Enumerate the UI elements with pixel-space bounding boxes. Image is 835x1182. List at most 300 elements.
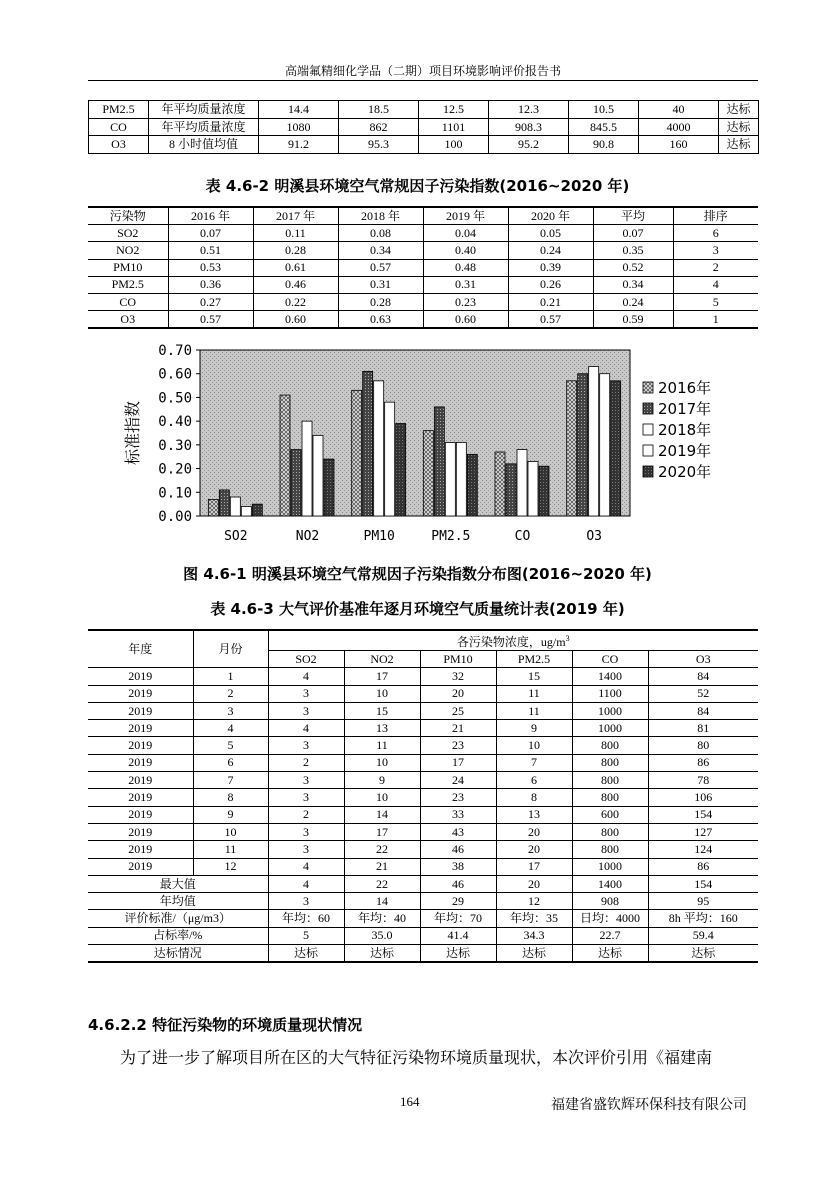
table-cell: NO2 [88, 242, 168, 259]
table-cell: 1400 [572, 668, 648, 685]
bar [506, 464, 516, 516]
table-cell: 95.2 [489, 136, 569, 154]
table-cell: 90.8 [569, 136, 639, 154]
row-label: 评价标准/（μg/m3） [88, 910, 268, 927]
bar [291, 450, 301, 516]
table-cell: 0.24 [508, 242, 593, 259]
table3-body [88, 668, 758, 963]
table-cell: 14 [344, 806, 420, 823]
table-cell: 10 [496, 737, 572, 754]
table-cell: 25 [420, 702, 496, 719]
bar [241, 507, 251, 516]
table-cell: 0.61 [253, 259, 338, 276]
page-number: 164 [400, 1094, 420, 1109]
table-cell: 20 [420, 685, 496, 702]
table-cell: 9 [193, 806, 268, 823]
bar [539, 466, 549, 516]
table-cell: 46 [420, 875, 496, 892]
table-cell: 0.46 [253, 276, 338, 293]
column-header: 2019 年 [423, 207, 508, 225]
bar [495, 452, 505, 516]
column-header: 污染物 [88, 207, 168, 225]
x-tick-label: O3 [586, 529, 602, 544]
table2-caption: 表 4.6-2 明溪县环境空气常规因子污染指数(2016~2020 年) [205, 177, 630, 195]
legend-label: 2018年 [658, 421, 712, 439]
table-cell: 12.3 [489, 101, 569, 119]
running-header: 高端氟精细化学品（二期）项目环境影响评价报告书 [284, 64, 561, 78]
summary-row [88, 910, 758, 927]
table-cell: 46 [420, 841, 496, 858]
table-cell: 3 [268, 772, 344, 789]
table-cell: 13 [496, 806, 572, 823]
bar [385, 402, 395, 516]
table-cell: 达标 [648, 945, 758, 963]
table-cell: 2019 [88, 772, 193, 789]
table-cell: 862 [339, 118, 419, 136]
table-cell: 20 [496, 823, 572, 840]
y-tick-label: 0.10 [158, 485, 192, 502]
column-header: 2017 年 [253, 207, 338, 225]
pollution-index-chart [110, 340, 730, 555]
bar [324, 459, 334, 516]
chart-svg [110, 340, 730, 555]
table2-header-row [88, 207, 758, 225]
table-cell: 600 [572, 806, 648, 823]
table-cell: 0.52 [593, 259, 673, 276]
table-cell: 达标 [496, 945, 572, 963]
table-cell: 154 [648, 806, 758, 823]
table-cell: CO [88, 293, 168, 310]
table-cell: 3 [268, 702, 344, 719]
body-paragraph: 为了进一步了解项目所在区的大气特征污染物环境质量现状，本次评价引用《福建南 [120, 1048, 713, 1067]
table-cell: 908.3 [489, 118, 569, 136]
table-cell: 2 [268, 754, 344, 771]
bar [589, 367, 599, 516]
table-cell: 1080 [259, 118, 339, 136]
table-cell: 1000 [572, 858, 648, 875]
y-tick-label: 0.70 [158, 343, 192, 359]
legend-swatch [643, 466, 653, 477]
table-cell: 0.07 [593, 225, 673, 242]
column-header: CO [572, 651, 648, 668]
bar [600, 374, 610, 516]
table-cell: 3 [268, 841, 344, 858]
table-cell: 3 [193, 702, 268, 719]
table-cell: 34.3 [496, 927, 572, 944]
bar [396, 424, 406, 516]
table-cell: 23 [420, 789, 496, 806]
table-cell: 8 小时值均值 [149, 136, 259, 154]
table-cell: 3 [268, 685, 344, 702]
bar [313, 435, 323, 516]
table-cell: 2019 [88, 789, 193, 806]
table-cell: 9 [496, 720, 572, 737]
bar [611, 381, 621, 516]
table-cell: 17 [344, 823, 420, 840]
y-tick-label: 0.20 [158, 461, 192, 478]
table-cell: CO [89, 118, 149, 136]
table-cell: 7 [496, 754, 572, 771]
table-cell: 0.07 [168, 225, 253, 242]
table-row [88, 737, 758, 754]
table-cell: 2019 [88, 754, 193, 771]
table-cell: 3 [268, 737, 344, 754]
table-cell: 0.40 [423, 242, 508, 259]
table-cell: 9 [344, 772, 420, 789]
table-cell: 0.53 [168, 259, 253, 276]
table-cell: 10 [344, 685, 420, 702]
table-cell: 33 [420, 806, 496, 823]
summary-row [88, 945, 758, 963]
table-cell: 106 [648, 789, 758, 806]
table-cell: 达标 [719, 101, 759, 119]
table-cell: 4 [268, 720, 344, 737]
table-cell: 2019 [88, 823, 193, 840]
table-row [88, 772, 758, 789]
table-cell: 2019 [88, 806, 193, 823]
y-tick-label: 0.00 [158, 509, 192, 525]
y-tick-label: 0.50 [158, 390, 192, 407]
legend-swatch [643, 445, 653, 456]
column-header: 2018 年 [338, 207, 423, 225]
table-standard-compliance [88, 100, 759, 154]
bar [578, 374, 588, 516]
table-cell: 1 [193, 668, 268, 685]
table-cell: 10 [344, 789, 420, 806]
table-cell: 35.0 [344, 927, 420, 944]
table-cell: 4 [268, 875, 344, 892]
table-cell: 78 [648, 772, 758, 789]
table-cell: 15 [496, 668, 572, 685]
table-cell: 2019 [88, 685, 193, 702]
table-row [89, 136, 759, 154]
table-cell: 0.26 [508, 276, 593, 293]
table-cell: 43 [420, 823, 496, 840]
table-cell: 2019 [88, 737, 193, 754]
table-cell: 0.34 [593, 276, 673, 293]
table-cell: 17 [420, 754, 496, 771]
legend-swatch [643, 382, 653, 393]
table-cell: 0.59 [593, 311, 673, 329]
summary-row [88, 893, 758, 910]
table-cell: 84 [648, 668, 758, 685]
bar [363, 371, 373, 516]
table-cell: 14.4 [259, 101, 339, 119]
table-cell: 1000 [572, 702, 648, 719]
table-cell: 年均：70 [420, 910, 496, 927]
table-cell: 4 [268, 668, 344, 685]
plot-area [200, 350, 630, 516]
table-cell: 32 [420, 668, 496, 685]
table-cell: 29 [420, 893, 496, 910]
table-cell: 22 [344, 875, 420, 892]
table-cell: 7 [193, 772, 268, 789]
table-cell: 0.28 [253, 242, 338, 259]
table-cell: PM10 [88, 259, 168, 276]
table-cell: 6 [193, 754, 268, 771]
table-cell: 3 [268, 893, 344, 910]
table-cell: O3 [89, 136, 149, 154]
table-cell: 10 [344, 754, 420, 771]
bar [467, 454, 477, 516]
table-cell: 0.48 [423, 259, 508, 276]
column-header: PM10 [420, 651, 496, 668]
bar [517, 450, 527, 516]
table-cell: 3 [673, 242, 758, 259]
x-tick-label: CO [514, 529, 531, 544]
table-cell: 20 [496, 841, 572, 858]
table-cell: 1400 [572, 875, 648, 892]
table-cell: 达标 [344, 945, 420, 963]
table-cell: 18.5 [339, 101, 419, 119]
table-cell: 0.63 [338, 311, 423, 329]
table-cell: 40 [639, 101, 719, 119]
table-cell: 86 [648, 754, 758, 771]
table-cell: 2 [193, 685, 268, 702]
bar [423, 431, 433, 516]
table-cell: 800 [572, 823, 648, 840]
table-cell: 81 [648, 720, 758, 737]
table-cell: 2019 [88, 720, 193, 737]
table-cell: 11 [496, 685, 572, 702]
bar [374, 381, 384, 516]
table-cell: 100 [419, 136, 489, 154]
table-cell: 11 [193, 841, 268, 858]
table-cell: 0.08 [338, 225, 423, 242]
table-row [88, 789, 758, 806]
table-cell: 84 [648, 702, 758, 719]
table-pollution-index [88, 206, 758, 329]
column-header: SO2 [268, 651, 344, 668]
bar [528, 461, 538, 516]
table-cell: SO2 [88, 225, 168, 242]
table-cell: 4 [268, 858, 344, 875]
table-cell: 年均：35 [496, 910, 572, 927]
table-cell: 3 [268, 789, 344, 806]
table-cell: 0.31 [338, 276, 423, 293]
table-cell: 0.57 [508, 311, 593, 329]
table-cell: 10.5 [569, 101, 639, 119]
table-cell: 21 [344, 858, 420, 875]
table-cell: 127 [648, 823, 758, 840]
table-cell: 年均：40 [344, 910, 420, 927]
table-cell: 154 [648, 875, 758, 892]
table-row [88, 702, 758, 719]
table-cell: 达标 [572, 945, 648, 963]
column-header: O3 [648, 651, 758, 668]
table-cell: 0.31 [423, 276, 508, 293]
table-cell: 91.2 [259, 136, 339, 154]
table-cell: 0.57 [168, 311, 253, 329]
table-cell: 22 [344, 841, 420, 858]
table-cell: 0.28 [338, 293, 423, 310]
column-header: PM2.5 [496, 651, 572, 668]
y-tick-label: 0.40 [158, 414, 192, 431]
bar [252, 504, 262, 516]
x-tick-label: NO2 [295, 529, 320, 544]
table-cell: 95.3 [339, 136, 419, 154]
column-header: 排序 [673, 207, 758, 225]
table-cell: 0.11 [253, 225, 338, 242]
table-row [88, 242, 758, 259]
table3-caption: 表 4.6-3 大气评价基准年逐月环境空气质量统计表(2019 年) [210, 600, 625, 618]
table-cell: 12.5 [419, 101, 489, 119]
table-row [88, 225, 758, 242]
table-cell: 2019 [88, 858, 193, 875]
col-month: 月份 [193, 630, 268, 668]
table-cell: 2 [673, 259, 758, 276]
table-cell: 0.36 [168, 276, 253, 293]
table-cell: 11 [496, 702, 572, 719]
row-label: 最大值 [88, 875, 268, 892]
table-cell: 10 [193, 823, 268, 840]
table-cell: 17 [344, 668, 420, 685]
table-row [88, 276, 758, 293]
table-cell: 15 [344, 702, 420, 719]
bar [434, 407, 444, 516]
table-row [88, 668, 758, 685]
table-cell: 4 [673, 276, 758, 293]
table-cell: 4 [193, 720, 268, 737]
figure-caption: 图 4.6-1 明溪县环境空气常规因子污染指数分布图(2016~2020 年) [183, 565, 652, 583]
table-row [88, 841, 758, 858]
table-cell: 5 [268, 927, 344, 944]
column-header: 平均 [593, 207, 673, 225]
column-header: 2016 年 [168, 207, 253, 225]
table-cell: 2019 [88, 841, 193, 858]
bar [352, 390, 362, 516]
y-axis-label: 标准指数 [123, 400, 142, 466]
table-cell: 达标 [420, 945, 496, 963]
table-row [88, 823, 758, 840]
row-label: 占标率/% [88, 927, 268, 944]
table-cell: 22.7 [572, 927, 648, 944]
table-cell: 4000 [639, 118, 719, 136]
table-cell: 0.27 [168, 293, 253, 310]
table-cell: 1000 [572, 720, 648, 737]
table-cell: 1 [673, 311, 758, 329]
table-cell: 41.4 [420, 927, 496, 944]
bar [302, 421, 312, 516]
row-label: 达标情况 [88, 945, 268, 963]
table-cell: PM2.5 [89, 101, 149, 119]
legend-swatch [643, 424, 653, 435]
table-cell: 0.57 [338, 259, 423, 276]
col-year: 年度 [88, 630, 193, 668]
table1-body [89, 101, 759, 154]
table-cell: 59.4 [648, 927, 758, 944]
table-cell: 14 [344, 893, 420, 910]
row-label: 年均值 [88, 893, 268, 910]
section-heading: 4.6.2.2 特征污染物的环境质量现状情况 [88, 1016, 363, 1034]
table-cell: 5 [193, 737, 268, 754]
bar [456, 442, 466, 516]
bar [280, 395, 290, 516]
table-cell: 0.23 [423, 293, 508, 310]
table-cell: 5 [673, 293, 758, 310]
bar [208, 499, 218, 516]
table-cell: 12 [496, 893, 572, 910]
table-cell: 3 [268, 823, 344, 840]
table-row [88, 858, 758, 875]
table-row [89, 101, 759, 119]
col-group-concentration: 各污染物浓度，$ug/m^3$ [268, 630, 758, 651]
table-row [88, 720, 758, 737]
table-row [88, 685, 758, 702]
bar [567, 381, 577, 516]
header-rule [88, 80, 758, 81]
legend-label: 2020年 [658, 463, 712, 481]
table-row [88, 754, 758, 771]
table-monthly-air-quality [88, 629, 758, 963]
table-cell: 12 [193, 858, 268, 875]
table-cell: 86 [648, 858, 758, 875]
legend-label: 2019年 [658, 442, 712, 460]
table-row [88, 311, 758, 329]
table-cell: 800 [572, 772, 648, 789]
table-cell: 13 [344, 720, 420, 737]
table-cell: 8h 平均：160 [648, 910, 758, 927]
table2-body [88, 225, 758, 329]
bar [230, 497, 240, 516]
table-cell: 0.39 [508, 259, 593, 276]
y-tick-label: 0.60 [158, 366, 192, 383]
table-cell: 38 [420, 858, 496, 875]
table-cell: 8 [496, 789, 572, 806]
table-cell: PM2.5 [88, 276, 168, 293]
table-cell: 0.05 [508, 225, 593, 242]
table-cell: 达标 [268, 945, 344, 963]
table-cell: 8 [193, 789, 268, 806]
legend-swatch [643, 403, 653, 414]
table-cell: 95 [648, 893, 758, 910]
table-cell: 2019 [88, 702, 193, 719]
table-cell: 6 [496, 772, 572, 789]
table-cell: 52 [648, 685, 758, 702]
bar [219, 490, 229, 516]
table-cell: 年均：60 [268, 910, 344, 927]
bar [445, 442, 455, 516]
table-cell: 80 [648, 737, 758, 754]
table-cell: 0.35 [593, 242, 673, 259]
x-tick-label: SO2 [224, 529, 248, 544]
table-row [88, 293, 758, 310]
column-header: 2020 年 [508, 207, 593, 225]
table-cell: 21 [420, 720, 496, 737]
legend-label: 2016年 [658, 379, 712, 397]
table-cell: 1101 [419, 118, 489, 136]
x-tick-label: PM10 [363, 529, 395, 544]
table-cell: 800 [572, 737, 648, 754]
table-cell: 日均：4000 [572, 910, 648, 927]
table-cell: 0.60 [423, 311, 508, 329]
table-cell: 845.5 [569, 118, 639, 136]
table-cell: 20 [496, 875, 572, 892]
table-cell: 0.21 [508, 293, 593, 310]
table-row [88, 806, 758, 823]
table-cell: 908 [572, 893, 648, 910]
y-tick-label: 0.30 [158, 437, 192, 454]
table-cell: 11 [344, 737, 420, 754]
summary-row [88, 927, 758, 944]
table-cell: 2019 [88, 668, 193, 685]
table-row [89, 118, 759, 136]
table-cell: 6 [673, 225, 758, 242]
table-cell: 17 [496, 858, 572, 875]
table-cell: 0.22 [253, 293, 338, 310]
footer-company: 福建省盛钦辉环保科技有限公司 [551, 1097, 747, 1113]
table-cell: 800 [572, 754, 648, 771]
